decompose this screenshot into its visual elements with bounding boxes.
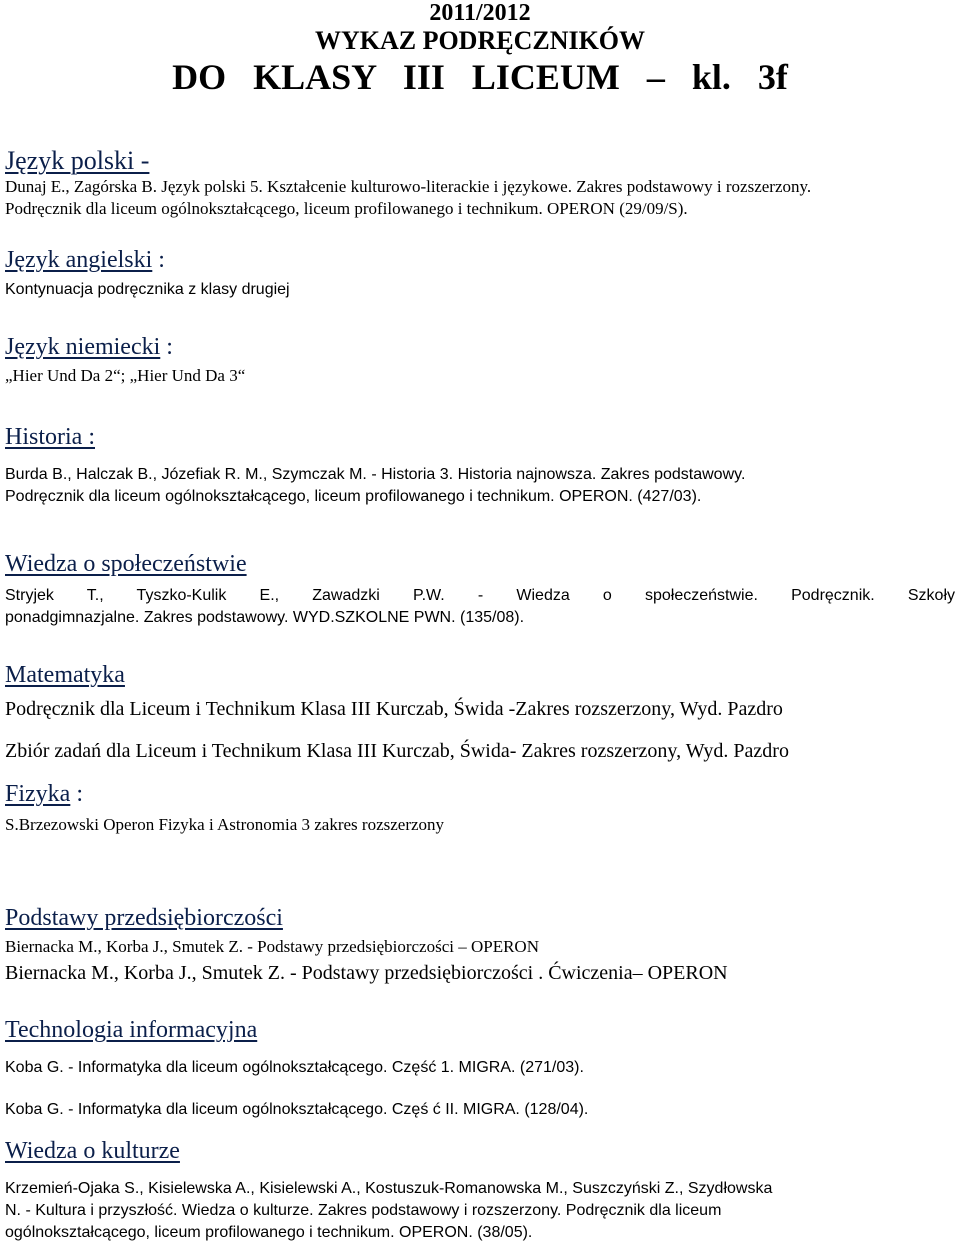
przedsiebiorczosc-line-1: Biernacka M., Korba J., Smutek Z. - Podstawy przedsiębiorczości – OPERON	[5, 937, 539, 956]
section-title-polski: Język polski -	[5, 146, 150, 175]
header-year: 2011/2012	[429, 0, 531, 26]
section-title-wos: Wiedza o społeczeństwie	[5, 551, 247, 577]
przedsiebiorczosc-line-2: Biernacka M., Korba J., Smutek Z. - Podstawy przedsiębiorczości . Ćwiczenia– OPERON	[5, 962, 728, 984]
angielski-line-1: Kontynuacja podręcznika z klasy drugiej	[5, 281, 290, 298]
section-title-przedsiebiorczosc: Podstawy przedsiębiorczości	[5, 905, 283, 931]
polski-line-2: Podręcznik dla liceum ogólnokształcącego, liceum profilowanego i technikum. OPERON (29/09/S).	[5, 199, 688, 218]
wos-line-2: ponadgimnazjalne. Zakres podstawowy. WYD.SZKOLNE PWN. (135/08).	[5, 609, 525, 626]
fizyka-colon: :	[76, 781, 83, 807]
section-heading-angielski	[5, 247, 165, 274]
matematyka-line-1: Podręcznik dla Liceum i Technikum Klasa III Kurczab, Świda -Zakres rozszerzony, Wyd. Pazdro	[5, 698, 783, 720]
section-title-matematyka: Matematyka	[5, 662, 125, 688]
section-title-kultura: Wiedza o kulturze	[5, 1138, 180, 1164]
polski-line-1: Dunaj E., Zagórska B. Język polski 5. Kształcenie kulturowo-literackie i językowe. Zakres podstawowy i rozszerzony.	[5, 177, 812, 196]
wos-line-1: Stryjek T., Tyszko-Kulik E., Zawadzki P.W. - Wiedza o społeczeństwie. Podręcznik. Szkoły	[5, 587, 955, 604]
historia-line-1: Burda B., Halczak B., Józefiak R. M., Szymczak M. - Historia 3. Historia najnowsza. Zakres podstawowy.	[5, 466, 746, 483]
niemiecki-colon: :	[166, 334, 173, 360]
section-title-angielski: Język angielski	[5, 247, 153, 273]
historia-line-2: Podręcznik dla liceum ogólnokształcącego, liceum profilowanego i technikum. OPERON. (427/03).	[5, 488, 702, 505]
informatyka-line-2: Koba G. - Informatyka dla liceum ogólnokształcącego. Częś ć II. MIGRA. (128/04).	[5, 1101, 589, 1118]
niemiecki-line-1: „Hier Und Da 2“; „Hier Und Da 3“	[5, 366, 246, 385]
matematyka-line-2: Zbiór zadań dla Liceum i Technikum Klasa III Kurczab, Świda- Zakres rozszerzony, Wyd. Pazdro	[5, 740, 789, 762]
section-title-fizyka: Fizyka	[5, 781, 71, 807]
kultura-line-1: Krzemień-Ojaka S., Kisielewska A., Kisielewski A., Kostuszuk-Romanowska M., Suszczyński Z., Szydłowska	[5, 1180, 773, 1197]
section-heading-fizyka	[5, 781, 83, 808]
section-title-informatyka: Technologia informacyjna	[5, 1017, 258, 1043]
section-title-historia: Historia :	[5, 424, 95, 450]
fizyka-line-1: S.Brzezowski Operon Fizyka i Astronomia 3 zakres rozszerzony	[5, 815, 445, 834]
informatyka-line-1: Koba G. - Informatyka dla liceum ogólnokształcącego. Część 1. MIGRA. (271/03).	[5, 1059, 584, 1076]
angielski-colon: :	[158, 247, 165, 273]
section-heading-niemiecki	[5, 334, 173, 361]
section-title-niemiecki: Język niemiecki	[5, 334, 161, 360]
header-list-title: WYKAZ PODRĘCZNIKÓW	[314, 26, 646, 55]
kultura-line-3: ogólnokształcącego, liceum profilowanego i technikum. OPERON. (38/05).	[5, 1224, 533, 1241]
kultura-line-2: N. - Kultura i przyszłość. Wiedza o kulturze. Zakres podstawowy i rozszerzony. Podręcznik dla liceum	[5, 1202, 722, 1219]
header-class-title: DO KLASY III LICEUM – kl. 3f	[172, 57, 788, 97]
